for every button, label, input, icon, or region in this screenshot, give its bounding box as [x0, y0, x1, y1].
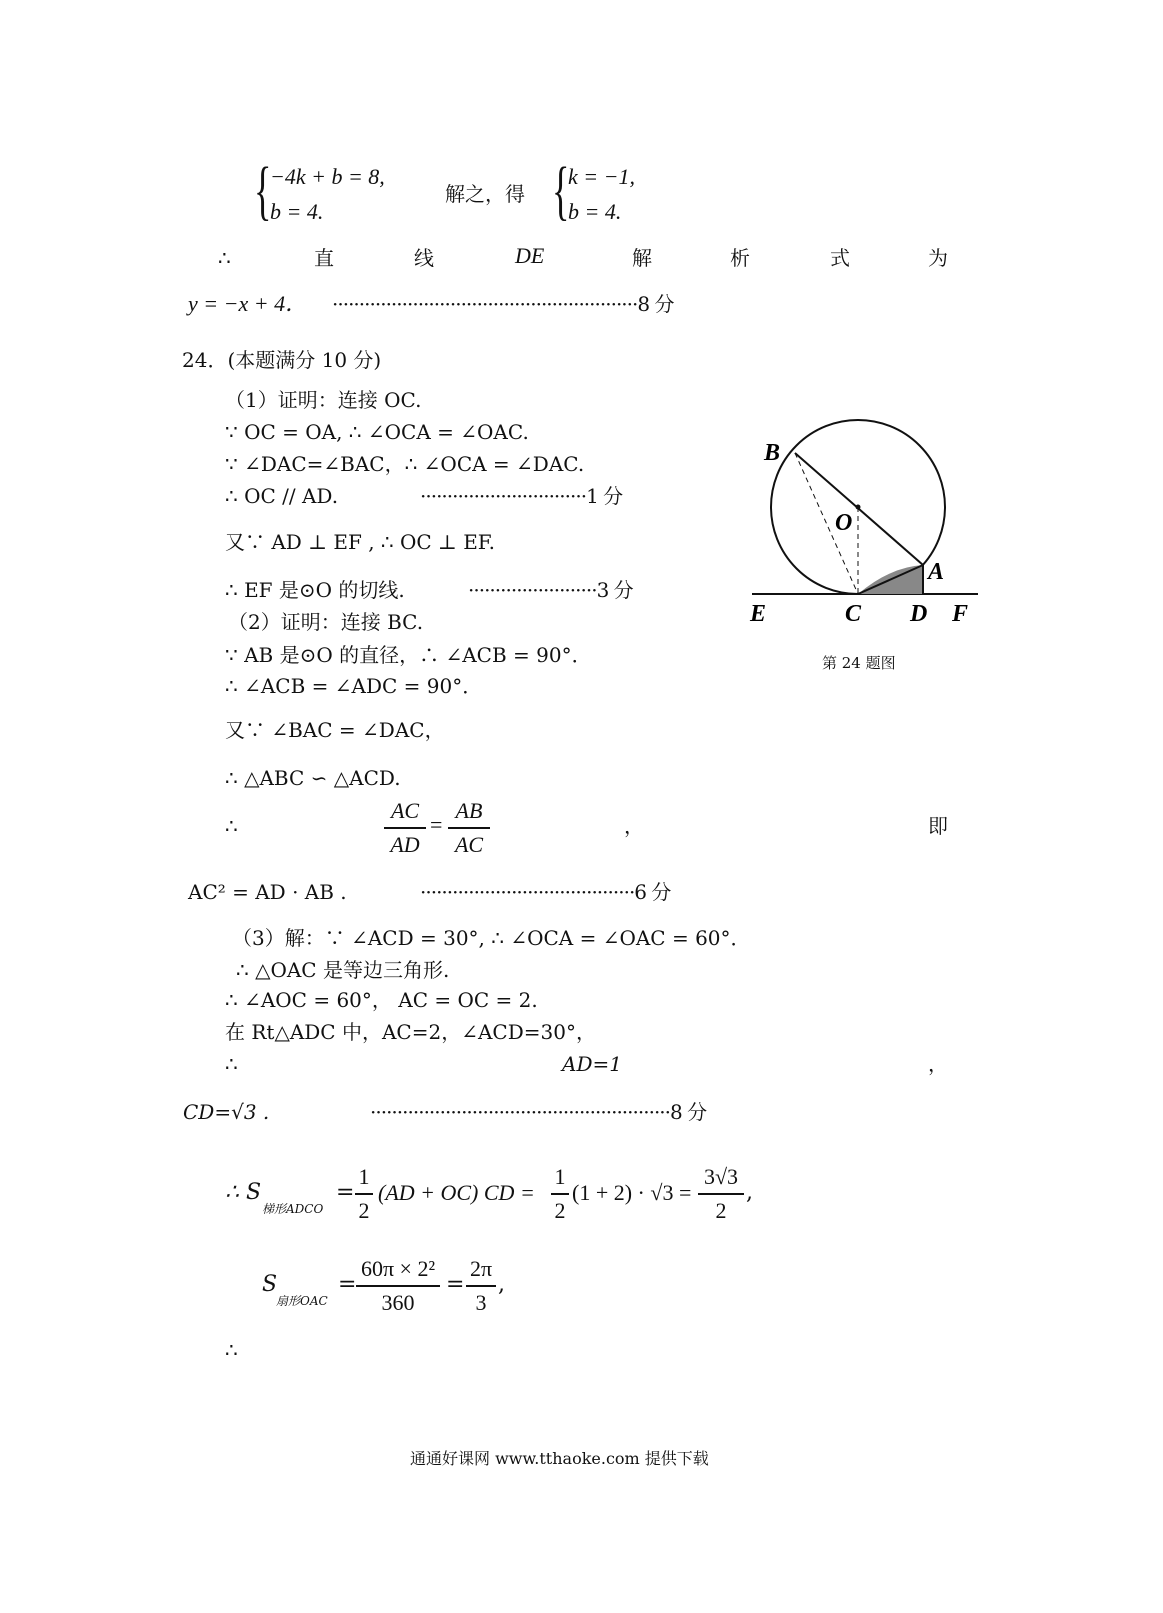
- therefore-symbol: ∴: [218, 246, 231, 270]
- word-wei: 为: [928, 246, 948, 270]
- comma: ，: [624, 814, 644, 838]
- part3-comma: ，: [928, 1052, 948, 1076]
- left-brace-2: {: [552, 154, 570, 227]
- solve-text: 解之，得: [445, 182, 525, 206]
- part2-line5: ∴ △ABC ∽ △ACD.: [225, 766, 401, 790]
- fraction-ac-ad-den: AD: [390, 832, 420, 857]
- part3-line1: （3）解：∵ ∠ACD = 30°, ∴ ∠OCA = ∠OAC = 60°．: [232, 926, 751, 950]
- solution-1: k = −1,: [568, 164, 635, 189]
- half-fraction-2: [551, 1162, 569, 1226]
- label-d: D: [910, 601, 928, 627]
- word-shi: 式: [830, 246, 850, 270]
- fraction-bar: [356, 1285, 440, 1287]
- fraction-ab-ac: [448, 796, 490, 860]
- line-formula: y = −x + 4．: [188, 291, 308, 316]
- trapezoid-subscript: 梯形ADCO: [262, 1202, 324, 1216]
- part2-line4: 又∵ ∠BAC = ∠DAC，: [225, 718, 445, 742]
- word-xi: 析: [730, 246, 750, 270]
- result-fraction-1: [698, 1162, 744, 1226]
- part2-line3: ∴ ∠ACB = ∠ADC = 90°．: [225, 674, 483, 698]
- trapezoid-end: ,: [746, 1180, 753, 1205]
- sector-result-num: 2π: [469, 1256, 493, 1281]
- half-fraction-1: [355, 1162, 373, 1226]
- part3-line2: ∴ △OAC 是等边三角形.: [236, 958, 450, 982]
- sector-den: 360: [381, 1290, 415, 1315]
- fraction-ab-ac-num: AB: [455, 798, 483, 823]
- score-dots-6: ········································6 分: [420, 880, 671, 904]
- trapezoid-therefore-s: ∴ S: [225, 1180, 262, 1205]
- result-den: 2: [715, 1198, 727, 1223]
- left-brace-1: {: [254, 154, 272, 227]
- fraction-ac-ad: [384, 796, 426, 860]
- geometry-figure: [740, 415, 990, 645]
- part2-line2: ∵ AB 是⊙O 的直径，∴ ∠ACB = 90°．: [225, 643, 592, 667]
- fraction-bar: [384, 827, 426, 829]
- label-o: O: [835, 510, 853, 536]
- part2-therefore: ∴: [225, 814, 238, 838]
- label-a: A: [928, 559, 945, 585]
- score-dots-8: ·························································8 分: [332, 292, 674, 316]
- equation-2: b = 4.: [270, 199, 324, 224]
- half-num: 1: [358, 1164, 370, 1189]
- question-header: 24．(本题满分 10 分): [182, 348, 382, 372]
- label-f: F: [952, 601, 969, 627]
- part3-line6: CD=√3 .: [183, 1100, 270, 1124]
- solution-2: b = 4.: [568, 199, 622, 224]
- center-point: [856, 505, 861, 510]
- half-den: 2: [554, 1198, 566, 1223]
- sector-num: 60π × 2²: [360, 1256, 436, 1281]
- page-footer: 通通好课网 www.tthaoke.com 提供下载: [410, 1449, 709, 1468]
- sector-fraction: [356, 1254, 440, 1318]
- half-num: 1: [554, 1164, 566, 1189]
- fraction-bar: [698, 1193, 744, 1195]
- word-xian: 线: [414, 246, 434, 270]
- score-dots-1: ·······························1 分: [420, 484, 623, 508]
- part2-line7: AC² = AD · AB .: [188, 880, 347, 904]
- fraction-ab-ac-den: AC: [454, 832, 484, 857]
- part3-line3: ∴ ∠AOC = 60°， AC = OC = 2.: [225, 988, 538, 1012]
- sector-result-den: 3: [475, 1290, 487, 1315]
- fraction-bar: [355, 1193, 373, 1195]
- half-den: 2: [358, 1198, 370, 1223]
- trapezoid-middle: (AD + OC) CD =: [378, 1180, 535, 1205]
- fraction-ac-ad-num: AC: [390, 798, 420, 823]
- sector-subscript: 扇形OAC: [276, 1294, 328, 1308]
- label-b: B: [764, 440, 781, 466]
- part2-line1: （2）证明：连接 BC.: [228, 610, 424, 634]
- word-zhi: 直: [314, 246, 334, 270]
- sector-equals-2: =: [446, 1272, 465, 1297]
- word-jie: 解: [632, 246, 652, 270]
- fraction-bar: [448, 827, 490, 829]
- trapezoid-equals: =: [336, 1180, 355, 1205]
- final-therefore: ∴: [225, 1338, 238, 1362]
- label-e: E: [750, 601, 767, 627]
- trapezoid-middle-2: (1 + 2) · √3 =: [572, 1180, 692, 1205]
- sector-equals-1: =: [338, 1272, 357, 1297]
- word-ji: 即: [928, 814, 948, 838]
- equation-1: −4k + b = 8,: [270, 164, 385, 189]
- sector-s: S: [262, 1272, 278, 1297]
- part1-line3: ∵ ∠DAC=∠BAC，∴ ∠OCA = ∠DAC.: [225, 452, 585, 476]
- fraction-bar: [551, 1193, 569, 1195]
- part1-line2: ∵ OC = OA, ∴ ∠OCA = ∠OAC.: [225, 420, 529, 444]
- score-dots-8b: ························································8 分: [370, 1100, 707, 1124]
- part3-therefore: ∴: [225, 1052, 238, 1076]
- word-de: DE: [515, 243, 545, 268]
- part3-line4: 在 Rt△ADC 中，AC=2，∠ACD=30°，: [225, 1020, 596, 1044]
- figure-caption: 第 24 题图: [822, 654, 896, 672]
- part3-ad-value: AD=1: [562, 1052, 622, 1076]
- part1-line1: （1）证明：连接 OC.: [225, 388, 422, 412]
- result-num: 3√3: [703, 1164, 739, 1189]
- label-c: C: [845, 601, 862, 627]
- sector-end: ,: [498, 1272, 505, 1297]
- fraction-bar: [466, 1285, 496, 1287]
- part1-line5: 又∵ AD ⊥ EF , ∴ OC ⊥ EF.: [225, 530, 495, 554]
- sector-result: [466, 1254, 496, 1318]
- equals-sign: =: [430, 812, 443, 837]
- part1-line4: ∴ OC // AD.: [225, 484, 339, 508]
- score-dots-3: ························3 分: [468, 578, 633, 602]
- part1-line6: ∴ EF 是⊙O 的切线.: [225, 578, 405, 602]
